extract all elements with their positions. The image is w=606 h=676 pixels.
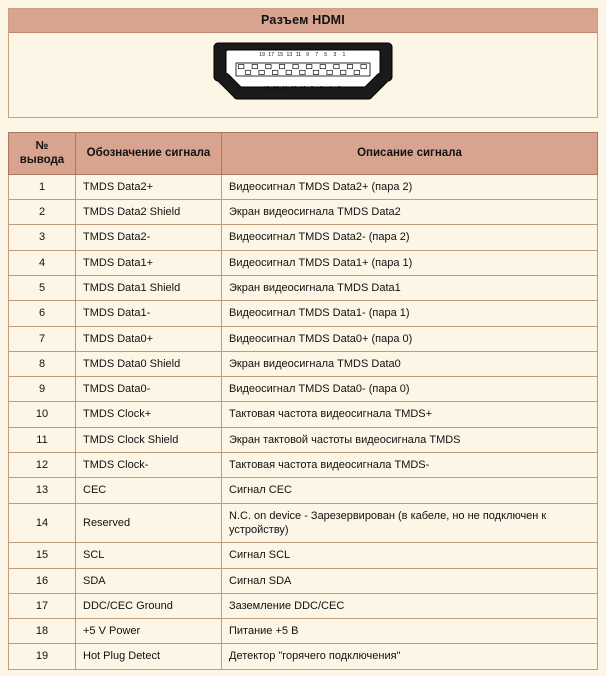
cell-pin-number: 2	[9, 200, 76, 225]
cell-signal-name: TMDS Data2 Shield	[76, 200, 222, 225]
column-header-signal-description: Описание сигнала	[222, 133, 598, 175]
cell-pin-number: 6	[9, 301, 76, 326]
cell-pin-number: 4	[9, 250, 76, 275]
cell-signal-description: N.C. on device - Зарезервирован (в кабеле, но не подключен к устройству)	[222, 503, 598, 543]
cell-signal-name: TMDS Data0-	[76, 377, 222, 402]
pinout-table	[8, 132, 598, 670]
cell-signal-name: TMDS Data0 Shield	[76, 351, 222, 376]
cell-pin-number: 17	[9, 593, 76, 618]
pinout-table-body	[9, 174, 598, 669]
cell-signal-name: Reserved	[76, 503, 222, 543]
cell-signal-description: Экран видеосигнала TMDS Data0	[222, 351, 598, 376]
connector-illustration	[9, 33, 597, 117]
pin-number: 14	[281, 86, 288, 92]
cell-signal-name: DDC/CEC Ground	[76, 593, 222, 618]
hdmi-plug-icon	[212, 41, 394, 101]
pin-number: 2	[337, 86, 341, 92]
cell-signal-description: Детектор "горячего подключения"	[222, 644, 598, 669]
cell-signal-description: Видеосигнал TMDS Data2- (пара 2)	[222, 225, 598, 250]
cell-pin-number: 8	[9, 351, 76, 376]
cell-pin-number: 12	[9, 453, 76, 478]
pin-number: 9	[306, 52, 309, 58]
pin-number: 18	[263, 86, 270, 92]
cell-pin-number: 9	[9, 377, 76, 402]
table-row	[9, 275, 598, 300]
table-row	[9, 619, 598, 644]
pin-number: 1	[342, 52, 346, 58]
cell-signal-name: TMDS Data2-	[76, 225, 222, 250]
table-row	[9, 301, 598, 326]
cell-pin-number: 1	[9, 174, 76, 199]
pin-number: 4	[328, 86, 332, 92]
cell-signal-name: SDA	[76, 568, 222, 593]
cell-pin-number: 10	[9, 402, 76, 427]
cell-signal-name: CEC	[76, 478, 222, 503]
table-row	[9, 453, 598, 478]
table-row	[9, 593, 598, 618]
cell-signal-name: TMDS Clock-	[76, 453, 222, 478]
table-row	[9, 543, 598, 568]
cell-signal-description: Питание +5 В	[222, 619, 598, 644]
pin-number: 10	[300, 86, 306, 92]
pin-number: 6	[319, 86, 323, 92]
cell-signal-name: +5 V Power	[76, 619, 222, 644]
pin-number: 11	[295, 52, 302, 58]
cell-signal-name: TMDS Data1+	[76, 250, 222, 275]
pin-numbers-bottom	[212, 86, 394, 92]
pin-number: 5	[324, 52, 328, 58]
cell-pin-number: 3	[9, 225, 76, 250]
cell-signal-description: Сигнал SCL	[222, 543, 598, 568]
table-row	[9, 478, 598, 503]
cell-pin-number: 19	[9, 644, 76, 669]
pin-number: 19	[259, 52, 265, 58]
pin-number: 15	[277, 52, 284, 58]
cell-signal-name: SCL	[76, 543, 222, 568]
cell-signal-name: TMDS Clock+	[76, 402, 222, 427]
column-header-pin-number: № вывода	[9, 133, 76, 175]
table-row	[9, 644, 598, 669]
cell-signal-name: TMDS Data1-	[76, 301, 222, 326]
pin-number: 8	[310, 86, 314, 92]
cell-signal-description: Экран видеосигнала TMDS Data2	[222, 200, 598, 225]
table-row	[9, 250, 598, 275]
table-row	[9, 377, 598, 402]
table-header-row	[9, 133, 598, 175]
cell-pin-number: 7	[9, 326, 76, 351]
cell-signal-description: Экран видеосигнала TMDS Data1	[222, 275, 598, 300]
cell-signal-name: Hot Plug Detect	[76, 644, 222, 669]
table-row	[9, 174, 598, 199]
table-row	[9, 427, 598, 452]
cell-signal-name: TMDS Clock Shield	[76, 427, 222, 452]
pin-number: 12	[291, 86, 297, 92]
cell-signal-description: Видеосигнал TMDS Data2+ (пара 2)	[222, 174, 598, 199]
cell-pin-number: 14	[9, 503, 76, 543]
cell-signal-description: Видеосигнал TMDS Data1+ (пара 1)	[222, 250, 598, 275]
cell-signal-name: TMDS Data1 Shield	[76, 275, 222, 300]
pin-number: 7	[315, 52, 319, 58]
pin-numbers-top	[212, 52, 394, 58]
pin-number: 17	[268, 52, 275, 58]
cell-signal-description: Тактовая частота видеосигнала TMDS-	[222, 453, 598, 478]
cell-pin-number: 11	[9, 427, 76, 452]
table-row	[9, 225, 598, 250]
cell-signal-description: Заземление DDC/CEC	[222, 593, 598, 618]
connector-title: Разъем HDMI	[9, 9, 597, 33]
table-row	[9, 326, 598, 351]
cell-signal-description: Видеосигнал TMDS Data1- (пара 1)	[222, 301, 598, 326]
connector-panel	[8, 8, 598, 118]
pin-number: 13	[286, 52, 293, 58]
cell-pin-number: 13	[9, 478, 76, 503]
cell-signal-name: TMDS Data2+	[76, 174, 222, 199]
cell-signal-description: Сигнал CEC	[222, 478, 598, 503]
table-row	[9, 503, 598, 543]
table-row	[9, 200, 598, 225]
cell-signal-description: Видеосигнал TMDS Data0- (пара 0)	[222, 377, 598, 402]
cell-pin-number: 18	[9, 619, 76, 644]
table-row	[9, 351, 598, 376]
table-row	[9, 568, 598, 593]
cell-pin-number: 15	[9, 543, 76, 568]
cell-pin-number: 5	[9, 275, 76, 300]
cell-signal-description: Видеосигнал TMDS Data0+ (пара 0)	[222, 326, 598, 351]
cell-pin-number: 16	[9, 568, 76, 593]
pin-number: 3	[333, 52, 337, 58]
cell-signal-description: Сигнал SDA	[222, 568, 598, 593]
cell-signal-description: Экран тактовой частоты видеосигнала TMDS	[222, 427, 598, 452]
table-row	[9, 402, 598, 427]
cell-signal-name: TMDS Data0+	[76, 326, 222, 351]
pin-number: 16	[272, 86, 279, 92]
column-header-signal-name: Обозначение сигнала	[76, 133, 222, 175]
cell-signal-description: Тактовая частота видеосигнала TMDS+	[222, 402, 598, 427]
